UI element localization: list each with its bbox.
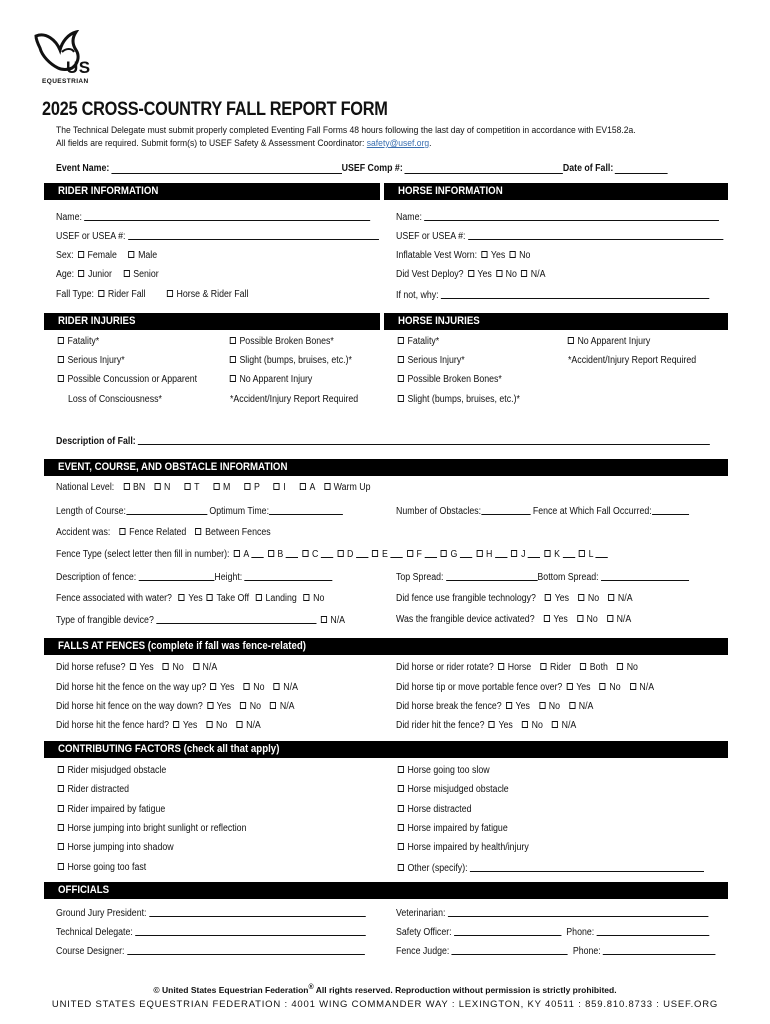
hit-hard-row: Did horse hit the fence hard? Yes No N/A	[56, 720, 261, 731]
checkbox[interactable]	[600, 683, 606, 690]
checkbox[interactable]	[540, 663, 546, 670]
factor-other-field[interactable]	[470, 862, 704, 872]
vet-row: Veterinarian:	[396, 907, 708, 919]
fence-number-field[interactable]	[495, 548, 507, 558]
checkbox[interactable]	[154, 483, 160, 490]
horse-injury-option: No Apparent Injury	[566, 336, 650, 347]
top-spread-field[interactable]	[446, 571, 538, 581]
cd-field[interactable]	[127, 945, 365, 955]
checkbox[interactable]	[608, 594, 614, 601]
factor-option: Horse misjudged obstacle	[396, 784, 509, 795]
checkbox[interactable]	[274, 483, 280, 490]
factor-option: Horse impaired by health/injury	[396, 842, 529, 853]
break-fence-row: Did horse break the fence? Yes No N/A	[396, 701, 594, 712]
checkbox[interactable]	[580, 663, 586, 670]
checkbox[interactable]	[398, 864, 404, 871]
checkbox[interactable]	[58, 337, 64, 344]
safety-phone-field[interactable]	[597, 926, 710, 936]
horse-injury-option: Possible Broken Bones*	[396, 374, 502, 385]
checkbox[interactable]	[207, 702, 213, 709]
horse-usef-field[interactable]	[468, 230, 723, 240]
section-rider-information: RIDER INFORMATION	[44, 183, 380, 200]
checkbox[interactable]	[407, 550, 413, 557]
obstacles-field[interactable]	[481, 505, 530, 515]
judge-field[interactable]	[452, 945, 568, 955]
judge-row: Fence Judge: Phone:	[396, 945, 716, 957]
rider-sex-row: Sex: Female Male	[56, 250, 158, 261]
checkbox[interactable]	[398, 337, 404, 344]
checkbox[interactable]	[167, 290, 173, 297]
rider-injury-option: Possible Concussion or Apparent	[56, 374, 197, 385]
checkbox[interactable]	[123, 483, 129, 490]
fence-type-row: Fence Type (select letter then fill in number): A B C D E F G H J K L	[56, 548, 608, 560]
factor-option: Horse impaired by fatigue	[396, 823, 508, 834]
horse-usef-row: USEF or USEA #:	[396, 230, 723, 242]
fence-number-field[interactable]	[286, 548, 298, 558]
bottom-spread-field[interactable]	[601, 571, 689, 581]
checkbox[interactable]	[324, 483, 330, 490]
frangible-type-row: Type of frangible device? N/A	[56, 615, 346, 626]
rider-injury-note: *Accident/Injury Report Required	[230, 394, 359, 405]
checkbox[interactable]	[244, 483, 250, 490]
rider-injury-option: Possible Broken Bones*	[228, 336, 334, 347]
checkbox[interactable]	[163, 663, 169, 670]
rider-injury-option: Slight (bumps, bruises, etc.)*	[228, 355, 352, 366]
checkbox[interactable]	[270, 702, 276, 709]
checkbox[interactable]	[58, 356, 64, 363]
checkbox[interactable]	[256, 594, 262, 601]
intro-text: The Technical Delegate must submit properly completed Eventing Fall Forms 48 hours following the last day of competition in accordance with EV158.2a. All fields are required. Submit form(s) to USEF Safety & Assessment Coordinator: safety@usef.org.	[56, 125, 636, 149]
tip-fence-row: Did horse tip or move portable fence over? Yes No N/A	[396, 682, 655, 693]
checkbox[interactable]	[398, 785, 404, 792]
checkbox[interactable]	[78, 251, 84, 258]
checkbox[interactable]	[441, 550, 447, 557]
cd-row: Course Designer:	[56, 945, 365, 957]
way-up-row: Did horse hit the fence on the way up? Yes No N/A	[56, 682, 298, 693]
checkbox[interactable]	[337, 550, 343, 557]
if-not-why-field[interactable]	[441, 289, 709, 299]
fence-fall-field[interactable]	[652, 505, 689, 515]
refuse-row: Did horse refuse? Yes No N/A	[56, 662, 218, 673]
checkbox[interactable]	[58, 843, 64, 850]
checkbox[interactable]	[58, 785, 64, 792]
checkbox[interactable]	[207, 594, 213, 601]
checkbox[interactable]	[230, 356, 236, 363]
checkbox[interactable]	[568, 337, 574, 344]
checkbox[interactable]	[544, 550, 550, 557]
checkbox[interactable]	[579, 550, 585, 557]
checkbox[interactable]	[489, 721, 495, 728]
checkbox[interactable]	[130, 663, 136, 670]
checkbox[interactable]	[300, 483, 306, 490]
checkbox[interactable]	[173, 721, 179, 728]
rider-hit-row: Did rider hit the fence? Yes No N/A	[396, 720, 577, 731]
fence-number-field[interactable]	[251, 548, 263, 558]
checkbox[interactable]	[184, 483, 190, 490]
checkbox[interactable]	[481, 251, 487, 258]
safety-field[interactable]	[454, 926, 561, 936]
checkbox[interactable]	[398, 395, 404, 402]
fence-description-field[interactable]	[139, 571, 215, 581]
checkbox[interactable]	[617, 663, 623, 670]
course-length-field[interactable]	[126, 505, 207, 515]
ground-jury-field[interactable]	[149, 907, 365, 917]
checkbox[interactable]	[321, 616, 327, 623]
frangible-activated-row: Was the frangible device activated? Yes No N/A	[396, 614, 632, 625]
form-title: 2025 CROSS-COUNTRY FALL REPORT FORM	[42, 99, 388, 120]
checkbox[interactable]	[552, 721, 558, 728]
checkbox[interactable]	[303, 594, 309, 601]
rider-injury-option: Serious Injury*	[56, 355, 125, 366]
checkbox[interactable]	[372, 550, 378, 557]
section-event-course: EVENT, COURSE, AND OBSTACLE INFORMATION	[44, 459, 728, 476]
horse-injury-note: *Accident/Injury Report Required	[568, 355, 697, 366]
checkbox[interactable]	[569, 702, 575, 709]
checkbox[interactable]	[476, 550, 482, 557]
rider-usef-row: USEF or USEA #:	[56, 230, 379, 242]
fence-number-field[interactable]	[424, 548, 436, 558]
date-of-fall-field[interactable]	[615, 163, 668, 174]
checkbox[interactable]	[210, 683, 216, 690]
fence-number-field[interactable]	[460, 548, 472, 558]
horse-name-field[interactable]	[424, 211, 719, 221]
factor-option: Horse jumping into bright sunlight or reflection	[56, 823, 246, 834]
checkbox[interactable]	[58, 766, 64, 773]
event-name-field[interactable]	[111, 163, 342, 174]
checkbox[interactable]	[244, 683, 250, 690]
address-text: UNITED STATES EQUESTRIAN FEDERATION : 4001 WING COMMANDER WAY : LEXINGTON, KY 40511 : 859.810.8733 : USEF.ORG	[51, 999, 719, 1010]
checkbox[interactable]	[496, 270, 502, 277]
fence-number-field[interactable]	[321, 548, 333, 558]
checkbox[interactable]	[206, 721, 212, 728]
checkbox[interactable]	[213, 483, 219, 490]
rider-age-row: Age: Junior Senior	[56, 269, 159, 280]
checkbox[interactable]	[398, 375, 404, 382]
judge-phone-field[interactable]	[603, 945, 716, 955]
fence-number-field[interactable]	[356, 548, 368, 558]
checkbox[interactable]	[179, 594, 185, 601]
horse-injury-option: Slight (bumps, bruises, etc.)*	[396, 394, 520, 405]
way-down-row: Did horse hit fence on the way down? Yes No N/A	[56, 701, 295, 712]
fence-number-field[interactable]	[390, 548, 402, 558]
checkbox[interactable]	[521, 270, 527, 277]
vest-deploy-row: Did Vest Deploy? Yes No N/A	[396, 269, 546, 280]
checkbox[interactable]	[544, 615, 550, 622]
spread-row: Top Spread: Bottom Spread:	[396, 571, 689, 583]
ground-jury-row: Ground Jury President:	[56, 907, 365, 919]
checkbox[interactable]	[498, 663, 504, 670]
checkbox[interactable]	[398, 824, 404, 831]
checkbox[interactable]	[128, 251, 134, 258]
checkbox[interactable]	[234, 550, 240, 557]
checkbox[interactable]	[577, 615, 583, 622]
checkbox[interactable]	[567, 683, 573, 690]
section-falls-at-fences: FALLS AT FENCES (complete if fall was fence-related)	[44, 638, 728, 655]
rider-injury-option: Fatality*	[56, 336, 99, 347]
checkbox[interactable]	[398, 843, 404, 850]
frangible-tech-row: Did fence use frangible technology? Yes No N/A	[396, 593, 633, 604]
section-officials: OFFICIALS	[44, 882, 728, 899]
description-of-fall-row: Description of Fall:	[56, 435, 710, 447]
checkbox[interactable]	[193, 663, 199, 670]
section-horse-injuries: HORSE INJURIES	[384, 313, 728, 330]
factor-option: Rider impaired by fatigue	[56, 804, 165, 815]
safety-row: Safety Officer: Phone:	[396, 926, 709, 938]
checkbox[interactable]	[578, 594, 584, 601]
factor-option: Horse going too slow	[396, 765, 490, 776]
rider-injury-option: No Apparent Injury	[228, 374, 312, 385]
factor-option: Horse jumping into shadow	[56, 842, 174, 853]
td-row: Technical Delegate:	[56, 926, 366, 938]
fence-description-row: Description of fence: Height:	[56, 571, 333, 583]
checkbox[interactable]	[58, 805, 64, 812]
vest-worn-row: Inflatable Vest Worn: Yes No	[396, 250, 531, 261]
event-row: Event Name: USEF Comp #: Date of Fall:	[56, 163, 668, 174]
checkbox[interactable]	[630, 683, 636, 690]
checkbox[interactable]	[124, 270, 130, 277]
horse-name-row: Name:	[396, 211, 719, 223]
checkbox[interactable]	[58, 824, 64, 831]
checkbox[interactable]	[607, 615, 613, 622]
checkbox[interactable]	[98, 290, 104, 297]
rider-usef-field[interactable]	[128, 230, 379, 240]
checkbox[interactable]	[511, 550, 517, 557]
horse-injury-option: Serious Injury*	[396, 355, 465, 366]
if-not-why-row: If not, why:	[396, 289, 709, 301]
section-contributing-factors: CONTRIBUTING FACTORS (check all that apply)	[44, 741, 728, 758]
checkbox[interactable]	[468, 270, 474, 277]
height-field[interactable]	[245, 571, 333, 581]
checkbox[interactable]	[398, 356, 404, 363]
checkbox[interactable]	[195, 528, 201, 535]
checkbox[interactable]	[510, 251, 516, 258]
water-row: Fence associated with water? Yes Take Off Landing No	[56, 593, 325, 604]
checkbox[interactable]	[119, 528, 125, 535]
course-length-row: Length of Course: Optimum Time:	[56, 505, 343, 517]
checkbox[interactable]	[274, 683, 280, 690]
national-level-row: National Level: BN N T M P I A Warm Up	[56, 482, 371, 493]
rider-injury-option-cont: Loss of Consciousness*	[68, 394, 162, 405]
checkbox[interactable]	[302, 550, 308, 557]
rider-name-field[interactable]	[84, 211, 370, 221]
logo-subtext: EQUESTRIAN	[42, 78, 89, 85]
checkbox[interactable]	[230, 337, 236, 344]
obstacles-row: Number of Obstacles: Fence at Which Fall Occurred:	[396, 505, 689, 517]
checkbox[interactable]	[230, 375, 236, 382]
optimum-time-field[interactable]	[269, 505, 343, 515]
copyright-text: © United States Equestrian Federation® All rights reserved. Reproduction without permission is strictly prohibited.	[153, 983, 617, 995]
fence-number-field[interactable]	[562, 548, 574, 558]
fall-type-row: Fall Type: Rider Fall Horse & Rider Fall	[56, 289, 249, 300]
checkbox[interactable]	[522, 721, 528, 728]
checkbox[interactable]	[268, 550, 274, 557]
factor-other-row: Other (specify):	[396, 862, 704, 874]
fence-number-field[interactable]	[596, 548, 608, 558]
email-link[interactable]: safety@usef.org	[366, 138, 430, 149]
checkbox[interactable]	[58, 375, 64, 382]
section-horse-information: HORSE INFORMATION	[384, 183, 728, 200]
checkbox[interactable]	[236, 721, 242, 728]
td-field[interactable]	[135, 926, 366, 936]
logo-text: US	[66, 58, 91, 77]
checkbox[interactable]	[240, 702, 246, 709]
fence-number-field[interactable]	[528, 548, 540, 558]
checkbox[interactable]	[398, 805, 404, 812]
factor-option: Horse going too fast	[56, 862, 146, 873]
section-rider-injuries: RIDER INJURIES	[44, 313, 380, 330]
factor-option: Rider distracted	[56, 784, 129, 795]
rotate-row: Did horse or rider rotate? Horse Rider Both No	[396, 662, 638, 673]
frangible-type-field[interactable]	[156, 614, 316, 624]
checkbox[interactable]	[398, 766, 404, 773]
factor-option: Horse distracted	[396, 804, 472, 815]
description-of-fall-field[interactable]	[138, 435, 710, 445]
comp-number-field[interactable]	[405, 163, 563, 174]
horse-injury-option: Fatality*	[396, 336, 439, 347]
checkbox[interactable]	[506, 702, 512, 709]
rider-name-row: Name:	[56, 211, 370, 223]
checkbox[interactable]	[78, 270, 84, 277]
checkbox[interactable]	[545, 594, 551, 601]
vet-field[interactable]	[448, 907, 708, 917]
checkbox[interactable]	[539, 702, 545, 709]
factor-option: Rider misjudged obstacle	[56, 765, 166, 776]
accident-was-row: Accident was: Fence Related Between Fences	[56, 527, 271, 538]
checkbox[interactable]	[58, 863, 64, 870]
